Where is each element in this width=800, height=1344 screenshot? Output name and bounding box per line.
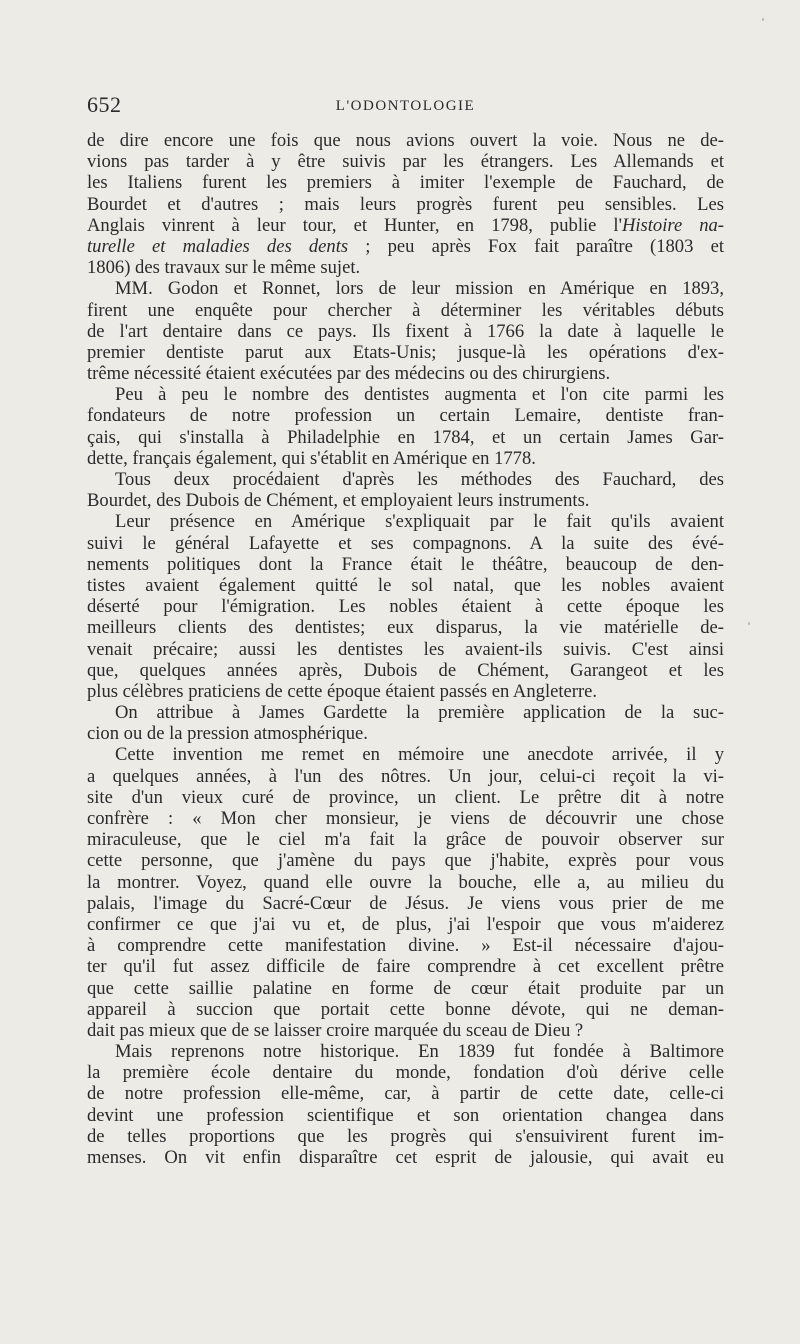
text-line: les Italiens furent les premiers à imiter l'exemple de Fauchard, de <box>87 172 724 194</box>
paragraph <box>87 130 724 278</box>
text-line: firent une enquête pour chercher à déterminer les véritables débuts <box>87 299 724 321</box>
text-line: ter qu'il fut assez difficile de faire comprendre à cet excellent prêtre <box>87 956 724 978</box>
running-title: L'ODONTOLOGIE <box>335 98 476 114</box>
text-line: miraculeuse, que le ciel m'a fait la grâce de pouvoir observer sur <box>87 829 724 851</box>
text-line: déserté pour l'émigration. Les nobles étaient à cette époque les <box>87 596 724 618</box>
text-line: plus célèbres praticiens de cette époque étaient passés en Angleterre. <box>87 680 598 702</box>
text-line: la montrer. Voyez, quand elle ouvre la bouche, elle a, au milieu du <box>87 871 724 893</box>
text-line: que cette saillie palatine en forme de cœur était produite par un <box>87 977 724 999</box>
text-line: çais, qui s'installa à Philadelphie en 1784, et un certain James Gar- <box>87 426 724 448</box>
text-line: turelle et maladies des dents ; peu après Fox fait paraître (1803 et <box>87 235 724 257</box>
text-line: Leur présence en Amérique s'expliquait par le fait qu'ils avaient <box>115 511 724 533</box>
text-line: suivi le général Lafayette et ses compagnons. A la suite des évé- <box>87 532 724 554</box>
text-line: palais, l'image du Sacré-Cœur de Jésus. Je viens vous prier de me <box>87 892 724 914</box>
text-line: a quelques années, à l'un des nôtres. Un jour, celui-ci reçoit la vi- <box>87 765 724 787</box>
text-line: Cette invention me remet en mémoire une anecdote arrivée, il y <box>115 744 724 766</box>
paragraph <box>87 511 724 702</box>
text-line: trême nécessité étaient exécutées par des médecins ou des chirurgiens. <box>87 363 611 385</box>
text-line: venait précaire; aussi les dentistes les avaient-ils suivis. C'est ainsi <box>87 638 724 660</box>
paragraph <box>87 278 724 384</box>
text-line: Peu à peu le nombre des dentistes augmenta et l'on cite parmi les <box>115 384 724 406</box>
text-line: On attribue à James Gardette la première application de la suc- <box>115 702 724 724</box>
text-line: meilleurs clients des dentistes; eux disparus, la vie matérielle de- <box>87 617 724 639</box>
page-header <box>87 92 724 122</box>
paragraph <box>87 702 724 744</box>
text-line: Mais reprenons notre historique. En 1839 fut fondée à Baltimore <box>115 1041 724 1063</box>
text-line: Anglais vinrent à leur tour, et Hunter, en 1798, publie l'Histoire na- <box>87 214 724 236</box>
page-number: 652 <box>87 92 122 117</box>
text-line: de notre profession elle-même, car, à partir de cette date, celle-ci <box>87 1083 724 1105</box>
text-line: Bourdet, des Dubois de Chément, et employaient leurs instruments. <box>87 490 590 512</box>
paragraph <box>87 469 724 511</box>
text-line: 1806) des travaux sur le même sujet. <box>87 257 361 279</box>
text-line: de l'art dentaire dans ce pays. Ils fixent à 1766 la date à laquelle le <box>87 320 724 342</box>
text-line: menses. On vit enfin disparaître cet esprit de jalousie, qui avait eu <box>87 1147 724 1168</box>
text-line: Bourdet et d'autres ; mais leurs progrès furent peu sensibles. Les <box>87 193 724 215</box>
text-line: devint une profession scientifique et son orientation changea dans <box>87 1104 724 1126</box>
text-line: confrère : « Mon cher monsieur, je viens de découvrir une chose <box>87 808 724 829</box>
paper-speck <box>748 622 750 625</box>
paragraph <box>87 744 724 1041</box>
text-line: de telles proportions que les progrès qui s'ensuivirent furent im- <box>87 1125 724 1147</box>
text-line: premier dentiste parut aux Etats-Unis; jusque-là les opérations d'ex- <box>87 341 724 363</box>
text-line: dait pas mieux que de se laisser croire marquée du sceau de Dieu ? <box>87 1019 584 1041</box>
text-line: cion ou de la pression atmosphérique. <box>87 723 368 745</box>
text-line: nements politiques dont la France était le théâtre, beaucoup de den- <box>87 553 724 575</box>
text-line: à comprendre cette manifestation divine. » Est-il nécessaire d'ajou- <box>87 935 724 957</box>
text-line: cette personne, que j'amène du pays que j'habite, exprès pour vous <box>87 850 724 872</box>
text-line: tistes avaient également quitté le sol natal, que les nobles avaient <box>87 574 724 596</box>
text-line: appareil à succion que portait cette bonne dévote, qui ne deman- <box>87 998 724 1020</box>
text-line: Tous deux procédaient d'après les méthodes des Fauchard, des <box>115 469 724 490</box>
text-line: MM. Godon et Ronnet, lors de leur mission en Amérique en 1893, <box>115 278 724 300</box>
text-line: de dire encore une fois que nous avions ouvert la voie. Nous ne de- <box>87 130 724 151</box>
paragraph <box>87 384 724 469</box>
text-line: fondateurs de notre profession un certain Lemaire, dentiste fran- <box>87 405 724 427</box>
text-line: vions pas tarder à y être suivis par les étrangers. Les Allemands et <box>87 151 724 173</box>
text-line: la première école dentaire du monde, fondation d'où dérive celle <box>87 1062 724 1084</box>
text-line: dette, français également, qui s'établit en Amérique en 1778. <box>87 447 536 469</box>
paragraph <box>87 1041 724 1168</box>
text-line: confirmer ce que j'ai vu et, de plus, j'ai l'espoir que vous m'aiderez <box>87 913 724 935</box>
text-line: que, quelques années après, Dubois de Chément, Garangeot et les <box>87 659 724 681</box>
body-text <box>87 130 724 1168</box>
paper-speck <box>762 18 764 21</box>
text-line: site d'un vieux curé de province, un client. Le prêtre dit à notre <box>87 786 724 808</box>
